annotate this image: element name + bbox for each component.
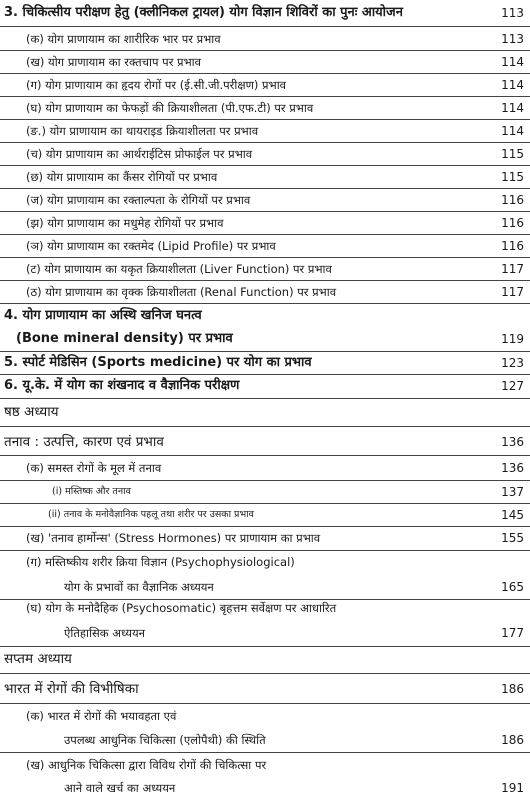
- toc-entry: [0, 166, 530, 188]
- toc-page-number: 191: [501, 781, 524, 795]
- toc-page-number: 113: [501, 32, 524, 46]
- toc-entry: [0, 481, 530, 503]
- toc-entry: [0, 51, 530, 73]
- toc-entry: [0, 212, 530, 234]
- toc-entry-title: योग के प्रभावों का वैज्ञानिक अध्ययन: [64, 580, 214, 594]
- chapter-heading: [0, 648, 530, 670]
- toc-page-number: 115: [501, 170, 524, 184]
- toc-entry-title: ऐतिहासिक अध्ययन: [64, 626, 146, 640]
- toc-entry-title: (ञ) योग प्राणायाम का रक्तमेद (Lipid Profile) पर प्रभाव: [26, 239, 276, 253]
- toc-entry: [0, 258, 530, 280]
- toc-entry-continuation: [0, 622, 530, 644]
- toc-entry-title: (क) भारत में रोगों की भयावहता एवं: [26, 709, 177, 723]
- row-divider: [0, 398, 530, 399]
- toc-entry-title: (घ) योग के मनोदैहिक (Psychosomatic) बृहत्तम सर्वेक्षण पर आधारित: [26, 601, 337, 615]
- row-divider: [0, 752, 530, 753]
- toc-entry-title: (ठ) योग प्राणायाम का वृक्क क्रियाशीलता (Renal Function) पर प्रभाव: [26, 285, 337, 299]
- toc-page-number: 136: [501, 435, 524, 449]
- toc-entry-title: (i) मस्तिष्क और तनाव: [52, 486, 131, 497]
- toc-entry-title: (ज) योग प्राणायाम का रक्ताल्पता के रोगियों पर प्रभाव: [26, 193, 251, 207]
- row-divider: [0, 426, 530, 427]
- toc-entry: [0, 754, 530, 776]
- toc-page-number: 155: [501, 531, 524, 545]
- toc-entry: [0, 597, 530, 619]
- chapter-heading-title: सप्तम अध्याय: [4, 651, 72, 667]
- toc-entry-title: (ii) तनाव के मनोवैज्ञानिक पहलू तथा शरीर पर उसका प्रभाव: [48, 509, 254, 520]
- chapter-heading: [0, 401, 530, 423]
- toc-entry-title: (ङ.) योग प्राणायाम का थायराइड क्रियाशीलता पर प्रभाव: [26, 124, 259, 138]
- toc-entry: [0, 120, 530, 142]
- toc-page-number: 114: [501, 55, 524, 69]
- toc-entry-title: (छ) योग प्राणायाम का कैंसर रोगियों पर प्रभाव: [26, 170, 218, 184]
- toc-entry: [0, 2, 530, 24]
- row-divider: [0, 673, 530, 674]
- toc-entry-title: 6. यू.के. में योग का शंखनाद व वैज्ञानिक परीक्षण: [4, 378, 240, 393]
- row-divider: [0, 455, 530, 456]
- chapter-heading-title: षष्ठ अध्याय: [4, 404, 59, 420]
- toc-entry-title: (ख) आधुनिक चिकित्सा द्वारा विविध रोगों की चिकित्सा पर: [26, 758, 267, 772]
- toc-entry-title: 4. योग प्राणायाम का अस्थि खनिज घनत्व: [4, 308, 202, 323]
- toc-entry-title: तनाव : उत्पत्ति, कारण एवं प्रभाव: [4, 434, 164, 450]
- toc-entry-title: (ख) 'तनाव हार्मोन्स' (Stress Hormones) पर प्राणायाम का प्रभाव: [26, 531, 321, 545]
- toc-entry: [0, 74, 530, 96]
- toc-entry-title: (ग) योग प्राणायाम का हृदय रोगों पर (ई.सी.जी.परीक्षण) प्रभाव: [26, 78, 287, 92]
- toc-entry-continuation: [0, 328, 530, 350]
- toc-page-number: 186: [501, 733, 524, 747]
- toc-page-number: 127: [501, 379, 524, 393]
- toc-entry-title: (ट) योग प्राणायाम का यकृत क्रियाशीलता (Liver Function) पर प्रभाव: [26, 262, 332, 276]
- toc-entry: [0, 305, 530, 327]
- toc-entry: [0, 678, 530, 700]
- toc-entry-title: (झ) योग प्राणायाम का मधुमेह रोगियों पर प्रभाव: [26, 216, 224, 230]
- toc-page-number: 165: [501, 580, 524, 594]
- toc-page-number: 117: [501, 285, 524, 299]
- toc-entry: [0, 551, 530, 573]
- toc-page-number: 114: [501, 124, 524, 138]
- toc-entry-title: (घ) योग प्राणायाम का फेफड़ों की क्रियाशीलता (पी.एफ.टी) पर प्रभाव: [26, 101, 314, 115]
- toc-page-number: 119: [501, 332, 524, 346]
- toc-page-number: 123: [501, 356, 524, 370]
- toc-entry-title: 5. स्पोर्ट मेडिसिन (Sports medicine) पर योग का प्रभाव: [4, 355, 312, 370]
- toc-entry-title: (च) योग प्राणायाम का आर्थराईटिस प्रोफाईल पर प्रभाव: [26, 147, 253, 161]
- toc-entry-continuation: [0, 729, 530, 751]
- toc-page-number: 116: [501, 216, 524, 230]
- toc-entry: [0, 705, 530, 727]
- toc-page-number: 116: [501, 193, 524, 207]
- toc-page-number: 115: [501, 147, 524, 161]
- toc-entry-title: (ख) योग प्राणायाम का रक्तचाप पर प्रभाव: [26, 55, 202, 69]
- toc-entry: [0, 431, 530, 453]
- toc-page-number: 136: [501, 461, 524, 475]
- row-divider: [0, 703, 530, 704]
- toc-page-number: 117: [501, 262, 524, 276]
- toc-entry: [0, 352, 530, 374]
- row-divider: [0, 646, 530, 647]
- toc-entry: [0, 189, 530, 211]
- toc-page-number: 116: [501, 239, 524, 253]
- toc-entry-continuation: [0, 576, 530, 598]
- row-divider: [0, 303, 530, 304]
- toc-entry-title: (क) समस्त रोगों के मूल में तनाव: [26, 461, 162, 475]
- toc-page-number: 186: [501, 682, 524, 696]
- toc-entry: [0, 97, 530, 119]
- toc-entry-title: 3. चिकित्सीय परीक्षण हेतु (क्लीनिकल ट्रायल) योग विज्ञान शिविरों का पुनः आयोजन: [4, 5, 403, 20]
- toc-page-number: 177: [501, 626, 524, 640]
- toc-entry: [0, 504, 530, 526]
- toc-entry: [0, 375, 530, 397]
- toc-entry-continuation: [0, 777, 530, 799]
- toc-entry: [0, 281, 530, 303]
- toc-entry-title: भारत में रोगों की विभीषिका: [4, 681, 139, 697]
- toc-entry: [0, 28, 530, 50]
- toc-entry: [0, 527, 530, 549]
- toc-page-number: 137: [501, 485, 524, 499]
- row-divider: [0, 26, 530, 27]
- toc-entry-title: उपलब्ध आधुनिक चिकित्सा (एलोपैथी) की स्थिति: [64, 733, 266, 747]
- toc-entry-title: (ग) मस्तिष्कीय शरीर क्रिया विज्ञान (Psychophysiological): [26, 555, 295, 569]
- toc-entry-title: (क) योग प्राणायाम का शारीरिक भार पर प्रभाव: [26, 32, 221, 46]
- toc-page-number: 114: [501, 78, 524, 92]
- toc-entry: [0, 235, 530, 257]
- toc-entry: [0, 143, 530, 165]
- toc-page-number: 145: [501, 508, 524, 522]
- toc-page-number: 114: [501, 101, 524, 115]
- toc-entry-title: (Bone mineral density) पर प्रभाव: [16, 331, 233, 346]
- toc-entry-title: आने वाले खर्च का अध्ययन: [64, 781, 176, 795]
- toc-page-number: 113: [501, 6, 524, 20]
- toc-entry: [0, 457, 530, 479]
